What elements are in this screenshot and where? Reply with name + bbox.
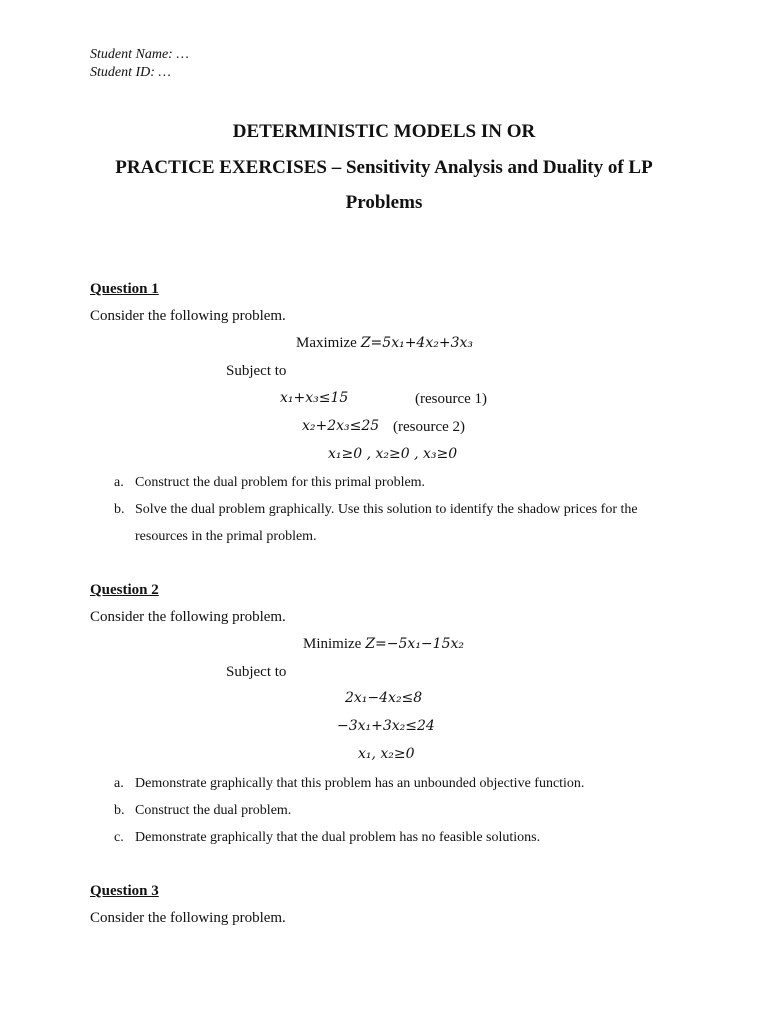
question-2-item-a: Demonstrate graphically that this problem has an unbounded objective function. [135, 776, 585, 791]
student-id: Student ID: … [90, 65, 171, 80]
question-2-constraint-1: 2x₁−4x₂≤8 [345, 690, 423, 706]
question-3-heading: Question 3 [90, 883, 159, 899]
question-1-item-b-marker: b. [114, 502, 125, 517]
question-1-intro: Consider the following problem. [90, 308, 286, 324]
objective-word: Maximize [296, 335, 357, 351]
question-2-constraint-2: −3x₁+3x₂≤24 [337, 718, 435, 734]
question-1-constraint-1: x₁+x₃≤15 [280, 390, 349, 406]
question-1-item-b-continued: resources in the primal problem. [135, 529, 317, 544]
question-2-item-a-marker: a. [114, 776, 124, 791]
question-3-intro: Consider the following problem. [90, 910, 286, 926]
objective-formula: Z=−5x₁−15x₂ [365, 636, 464, 652]
question-1-heading: Question 1 [90, 281, 159, 297]
question-1-constraint-2-label: (resource 2) [393, 419, 466, 435]
question-2-item-c-marker: c. [114, 830, 124, 845]
title-line-1: DETERMINISTIC MODELS IN OR [232, 121, 536, 142]
question-1-constraint-2: x₂+2x₃≤25 [302, 418, 380, 434]
question-1-nonnegativity: x₁≥0 , x₂≥0 , x₃≥0 [328, 446, 458, 462]
question-1-constraint-1-label: (resource 1) [415, 391, 488, 407]
question-1-subject-to: Subject to [226, 363, 287, 379]
title-line-2: PRACTICE EXERCISES – Sensitivity Analysis and Duality of LP [115, 157, 653, 178]
objective-formula: Z=5x₁+4x₂+3x₃ [360, 335, 473, 351]
question-1-item-b: Solve the dual problem graphically. Use this solution to identify the shadow prices for the [135, 502, 638, 517]
question-1-item-a-marker: a. [114, 475, 124, 490]
title-line-3: Problems [345, 192, 423, 213]
question-2-intro: Consider the following problem. [90, 609, 286, 625]
objective-word: Minimize [303, 636, 362, 652]
question-2-item-b: Construct the dual problem. [135, 803, 292, 818]
question-2-subject-to: Subject to [226, 664, 287, 680]
question-2-objective [303, 635, 464, 653]
question-2-item-b-marker: b. [114, 803, 125, 818]
question-2-heading: Question 2 [90, 582, 159, 598]
question-2-nonnegativity: x₁, x₂≥0 [358, 746, 415, 762]
student-name: Student Name: … [90, 47, 189, 62]
question-2-item-c: Demonstrate graphically that the dual problem has no feasible solutions. [135, 830, 541, 845]
question-1-objective [296, 334, 473, 352]
question-1-item-a: Construct the dual problem for this primal problem. [135, 475, 426, 490]
